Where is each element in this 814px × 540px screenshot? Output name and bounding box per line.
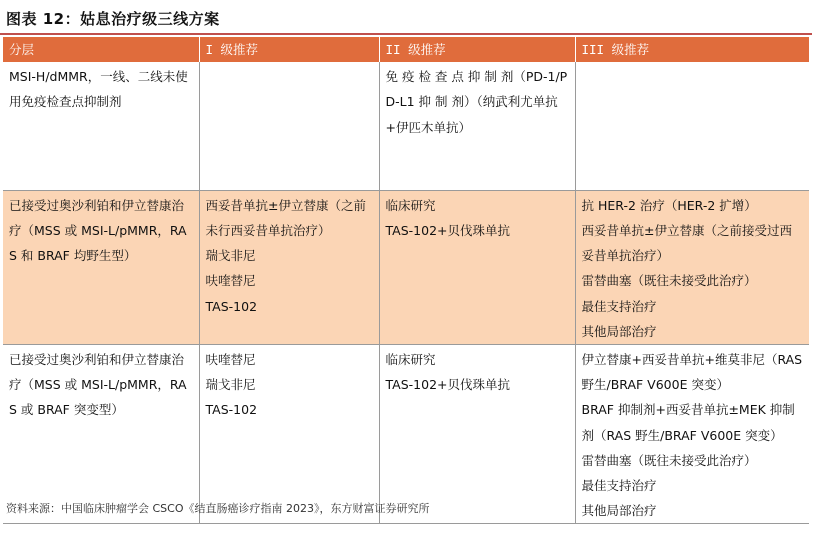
header-level-3: III 级推荐 xyxy=(575,37,809,62)
cell-text: 呋喹替尼 xyxy=(205,273,256,289)
level-2-cell xyxy=(379,190,575,344)
title-divider xyxy=(0,33,812,35)
cell-text: 其他局部治疗 xyxy=(581,323,657,339)
level-1-cell xyxy=(199,344,379,523)
cell-text: MSI-H/dMMR，一线、二线未使用免疫检查点抑制剂 xyxy=(9,69,188,110)
cell-text: TAS-102 xyxy=(205,402,258,418)
cell-text: BRAF 抑制剂+西妥昔单抗±MEK 抑制剂（RAS 野生/BRAF V600E 突变） xyxy=(581,402,795,443)
stratification-cell xyxy=(3,62,199,190)
treatment-table xyxy=(3,37,809,524)
cell-text: 瑞戈非尼 xyxy=(205,248,256,264)
header-level-1: I 级推荐 xyxy=(199,37,379,62)
cell-text: 抗 HER-2 治疗（HER-2 扩增） xyxy=(581,197,757,213)
cell-text: 免 疫 检 查 点 抑 制 剂（PD-1/PD-L1 抑 制 剂）（纳武利尤单抗 +伊匹木单抗） xyxy=(385,69,568,135)
stratification-cell xyxy=(3,344,199,523)
cell-text: 伊立替康+西妥昔单抗+维莫非尼（RAS 野生/BRAF V600E 突变） xyxy=(581,351,803,393)
cell-text: 已接受过奥沙利铂和伊立替康治疗（MSS 或 MSI-L/pMMR，RAS 或 BRAF 突变型） xyxy=(9,351,187,418)
level-1-cell xyxy=(199,62,379,190)
source-note: 资料来源：中国临床肿瘤学会 CSCO《结直肠癌诊疗指南 2023》，东方财富证券研究所 xyxy=(6,502,430,515)
cell-text: 临床研究 xyxy=(385,351,436,367)
level-3-cell xyxy=(575,344,809,523)
table-row xyxy=(3,62,809,190)
level-2-cell xyxy=(379,62,575,190)
cell-text: 雷替曲塞（既往未接受此治疗） xyxy=(581,452,757,468)
cell-text: TAS-102 xyxy=(205,298,258,314)
table-row xyxy=(3,190,809,344)
cell-text: 最佳支持治疗 xyxy=(581,298,657,314)
cell-text: 已接受过奥沙利铂和伊立替康治疗（MSS 或 MSI-L/pMMR，RAS 和 BRAF 均野生型） xyxy=(9,197,187,264)
cell-text: 呋喹替尼 xyxy=(205,351,256,367)
cell-text: 西妥昔单抗±伊立替康（之前接受过西妥昔单抗治疗） xyxy=(581,222,792,264)
stratification-cell xyxy=(3,190,199,344)
cell-text: 雷替曲塞（既往未接受此治疗） xyxy=(581,273,757,289)
cell-text: 西妥昔单抗±伊立替康（之前未行西妥昔单抗治疗） xyxy=(205,197,366,238)
cell-text: 瑞戈非尼 xyxy=(205,377,256,393)
header-level-2: II 级推荐 xyxy=(379,37,575,62)
level-2-cell xyxy=(379,344,575,523)
figure-title: 图表 12：姑息治疗级三线方案 xyxy=(6,10,220,28)
level-1-cell xyxy=(199,190,379,344)
table-row xyxy=(3,344,809,523)
cell-text: 临床研究 xyxy=(385,197,436,213)
table-header-row xyxy=(3,37,809,62)
cell-text: TAS-102+贝伐珠单抗 xyxy=(385,222,510,238)
cell-text: 其他局部治疗 xyxy=(581,503,657,519)
table-body xyxy=(3,62,809,524)
level-3-cell xyxy=(575,62,809,190)
cell-text: TAS-102+贝伐珠单抗 xyxy=(385,377,510,393)
header-stratification: 分层 xyxy=(3,37,199,62)
level-3-cell xyxy=(575,190,809,344)
cell-text: 最佳支持治疗 xyxy=(581,477,657,493)
